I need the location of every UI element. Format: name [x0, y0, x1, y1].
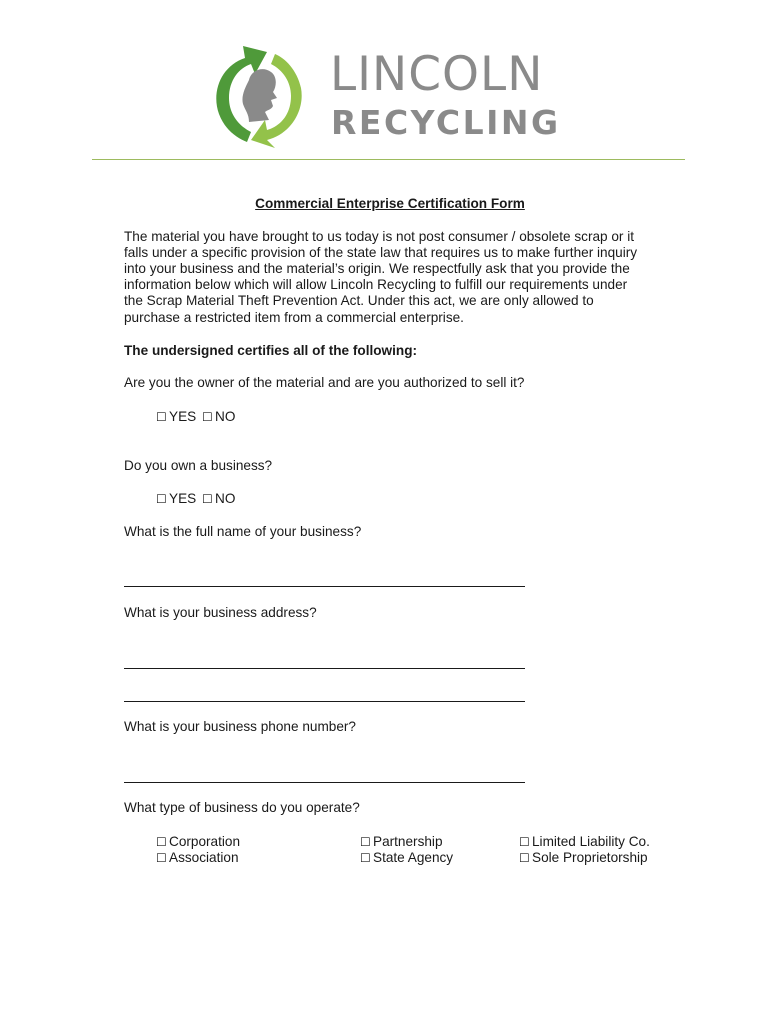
option-limited-liability-co[interactable] [519, 834, 650, 850]
q2-no-option[interactable] [202, 491, 235, 507]
question-own-business: Do you own a business? [124, 458, 273, 473]
option-label: Limited Liability Co. [532, 834, 650, 849]
intro-line: the Scrap Material Theft Prevention Act. Under this act, we are only allowed to [124, 293, 594, 308]
option-association[interactable] [156, 850, 239, 866]
business-name-field[interactable] [124, 586, 525, 587]
checkbox-icon[interactable]: ☐ [360, 851, 371, 865]
business-address-field-2[interactable] [124, 701, 525, 702]
checkbox-icon[interactable]: ☐ [202, 492, 213, 506]
question-business-phone: What is your business phone number? [124, 719, 356, 734]
option-label: Partnership [373, 834, 443, 849]
option-label: Corporation [169, 834, 241, 849]
intro-line: information below which will allow Lincoln Recycling to fulfill our requirements under [124, 277, 628, 292]
intro-line: falls under a specific provision of the state law that requires us to make further inquiry [124, 245, 638, 260]
option-label: YES [169, 409, 197, 424]
option-corporation[interactable] [156, 834, 240, 850]
question-business-address: What is your business address? [124, 605, 317, 620]
checkbox-icon[interactable]: ☐ [156, 851, 167, 865]
checkbox-icon[interactable]: ☐ [519, 851, 530, 865]
option-label: NO [215, 491, 236, 506]
logo-text-lincoln: LINCOLN [330, 47, 544, 102]
lincoln-recycling-logo [205, 40, 575, 150]
question-business-name: What is the full name of your business? [124, 524, 362, 539]
option-sole-proprietorship[interactable] [519, 850, 648, 866]
logo-text-recycling: RECYCLING [331, 103, 561, 142]
checkbox-icon[interactable]: ☐ [156, 410, 167, 424]
form-title: Commercial Enterprise Certification Form [255, 196, 525, 211]
header-divider [92, 159, 685, 160]
checkbox-icon[interactable]: ☐ [519, 835, 530, 849]
business-phone-field[interactable] [124, 782, 525, 783]
question-business-type: What type of business do you operate? [124, 800, 360, 815]
option-partnership[interactable] [360, 834, 443, 850]
q1-no-option[interactable] [202, 409, 235, 425]
question-owner: Are you the owner of the material and are you authorized to sell it? [124, 375, 525, 390]
checkbox-icon[interactable]: ☐ [202, 410, 213, 424]
option-label: State Agency [373, 850, 454, 865]
option-label: Sole Proprietorship [532, 850, 648, 865]
certify-heading: The undersigned certifies all of the following: [124, 343, 418, 358]
q2-yes-option[interactable] [156, 491, 196, 507]
intro-line: The material you have brought to us today is not post consumer / obsolete scrap or it [124, 229, 635, 244]
checkbox-icon[interactable]: ☐ [156, 492, 167, 506]
intro-line: into your business and the material’s origin. We respectfully ask that you provide the [124, 261, 630, 276]
lincoln-portrait-icon [242, 69, 277, 122]
checkbox-icon[interactable]: ☐ [156, 835, 167, 849]
q1-yes-option[interactable] [156, 409, 196, 425]
checkbox-icon[interactable]: ☐ [360, 835, 371, 849]
option-label: YES [169, 491, 197, 506]
business-address-field-1[interactable] [124, 668, 525, 669]
option-label: Association [169, 850, 239, 865]
option-label: NO [215, 409, 236, 424]
option-state-agency[interactable] [360, 850, 453, 866]
intro-line: purchase a restricted item from a commercial enterprise. [124, 310, 464, 325]
